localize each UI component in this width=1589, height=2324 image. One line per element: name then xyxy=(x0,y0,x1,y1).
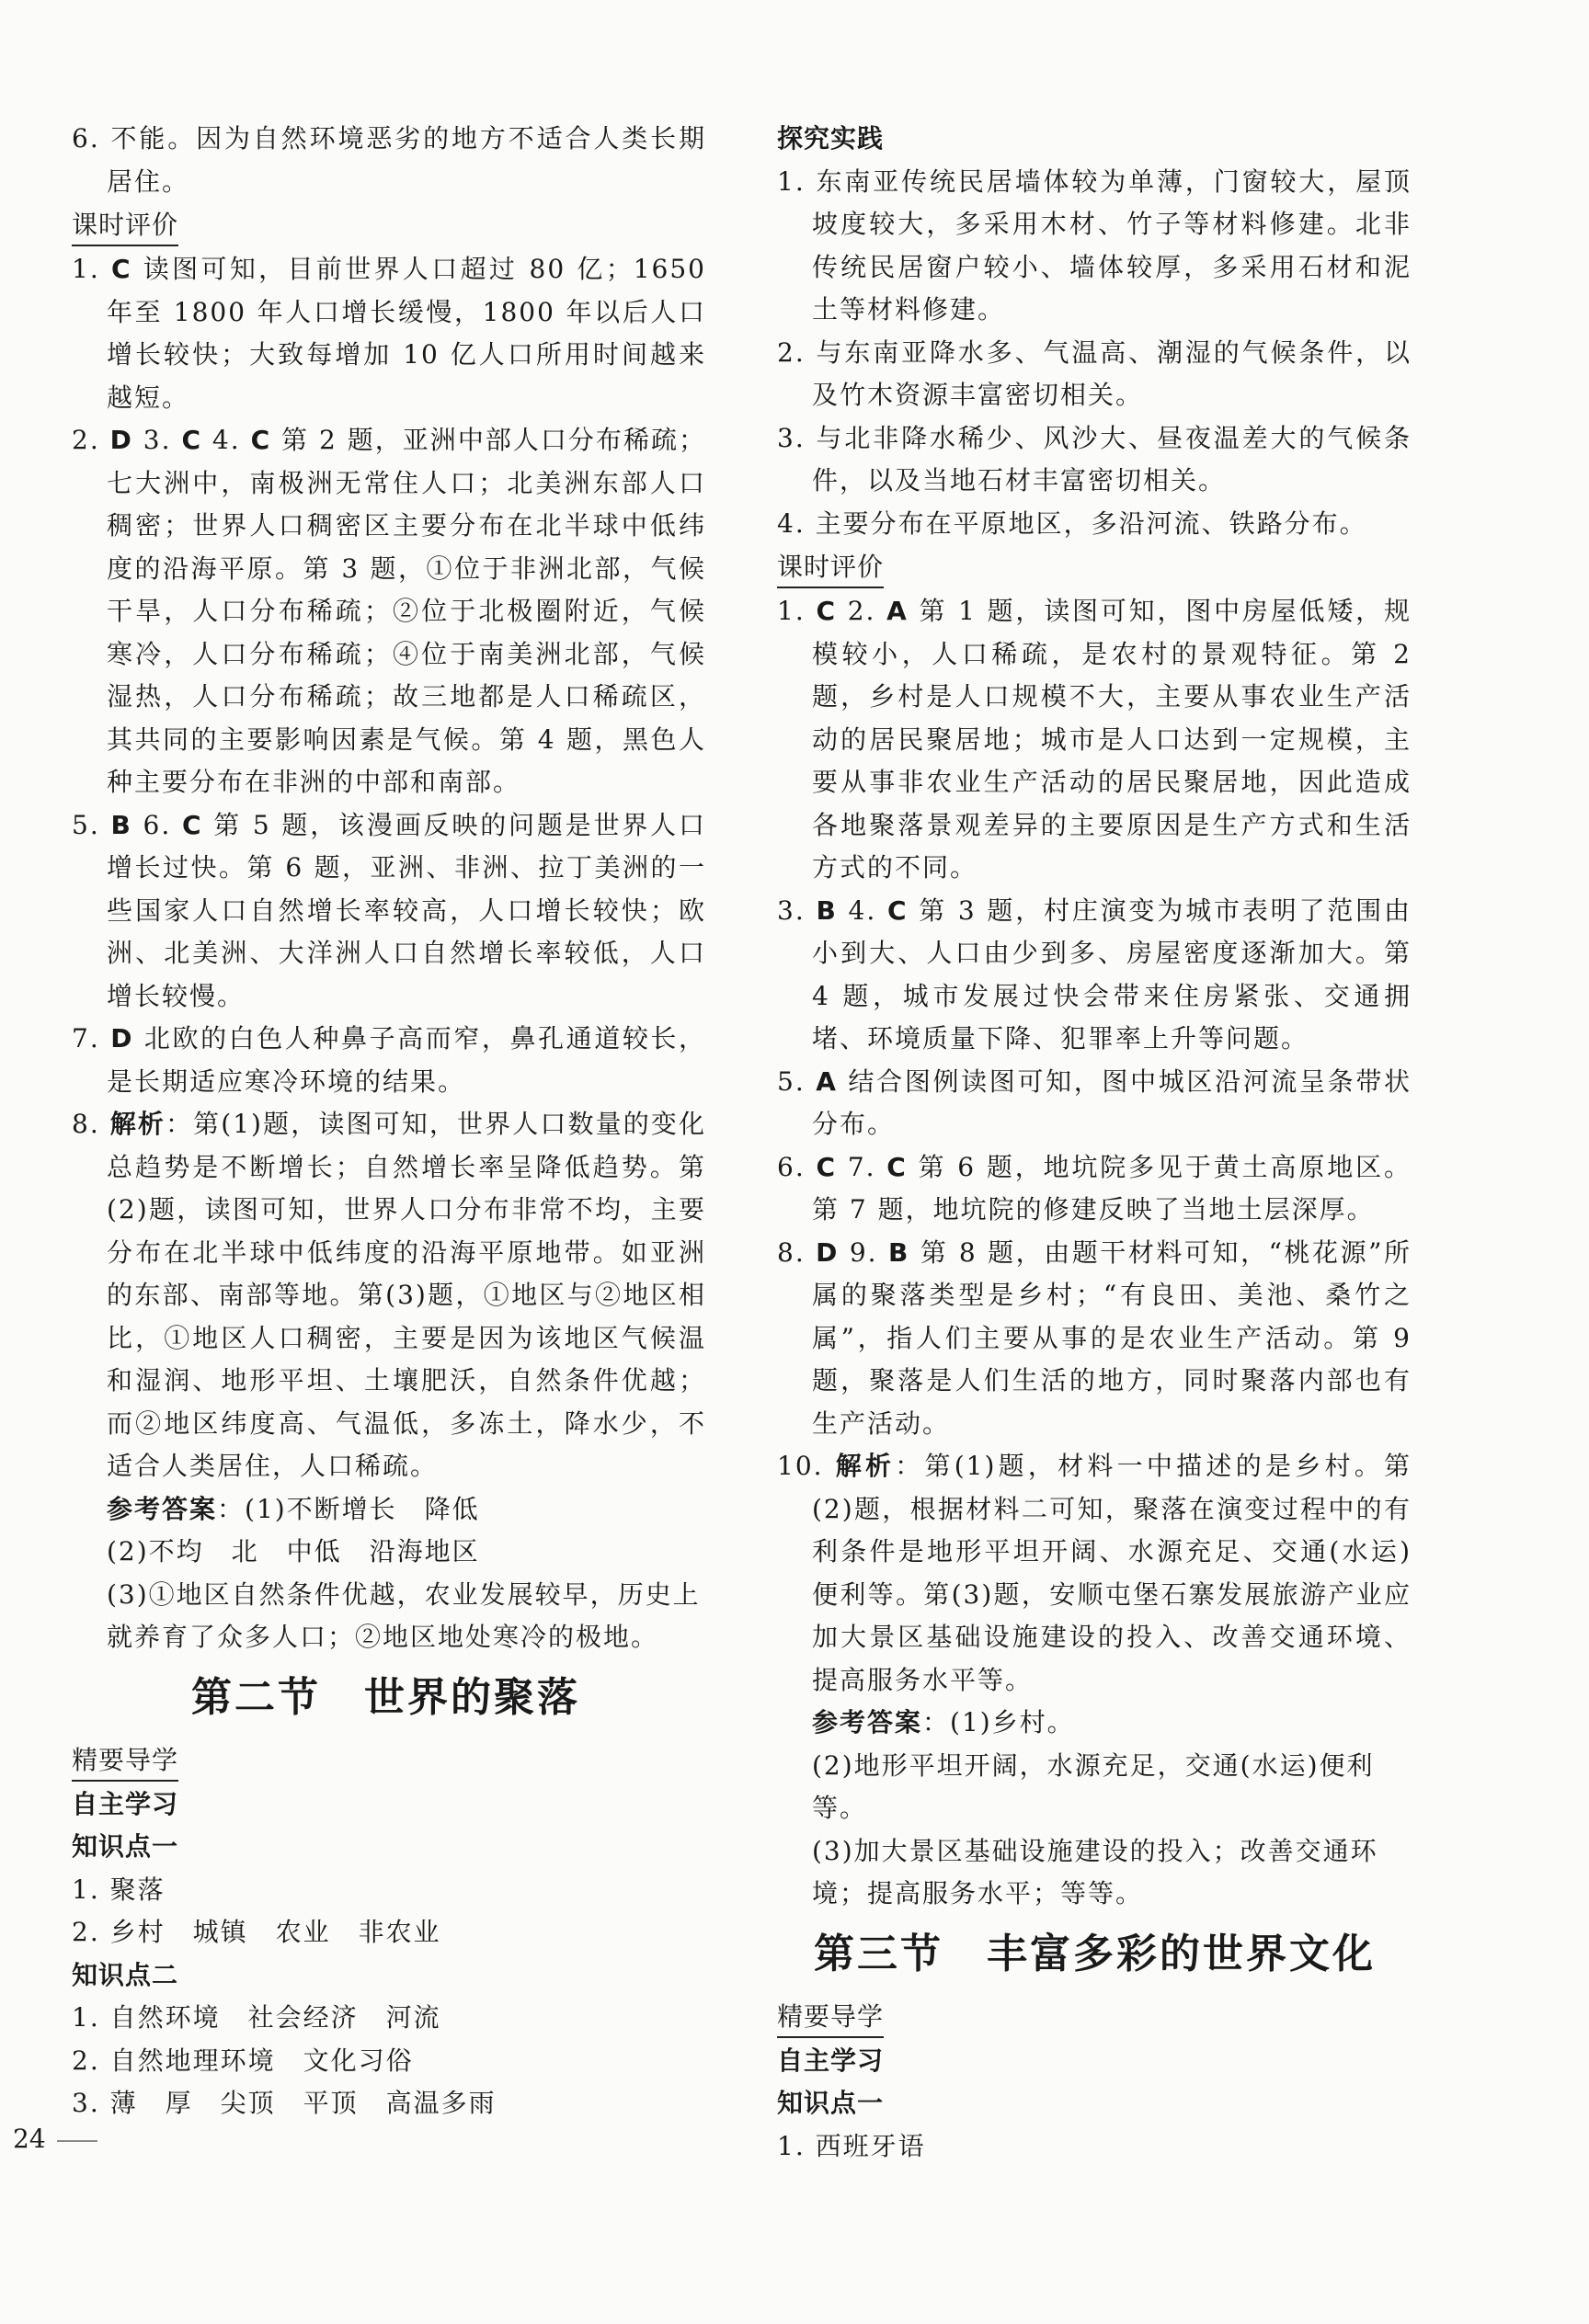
key-guide-heading: 精要导学 xyxy=(777,1999,884,2038)
answer-item-8-9 xyxy=(777,1232,1412,1446)
explore-item-2: 2. 与东南亚降水多、气温高、潮湿的气候条件，以及竹木资源丰富密切相关。 xyxy=(777,336,1412,410)
item-number: 3. xyxy=(132,425,182,455)
item-number: 1. xyxy=(777,596,817,626)
answer-explanation: ：第(1)题，读图可知，世界人口数量的变化总趋势是不断增长；自然增长率呈降低趋势。第(2)题，读图可知，世界人口分布非常不均，主要分布在北半球中低纬度的沿海平原地带。如亚洲的东部、南部等地。第(3)题，①地区与②地区相比，①地区人口稠密，主要是因为该地区气候温和湿润、地形平坦、土壤肥沃，自然条件优越；而②地区纬度高、气温低，多冻土，降水少，不适合人类居住，人口稀疏。 xyxy=(107,1109,706,1481)
answer-letter: C xyxy=(110,254,132,284)
answer-letter: A xyxy=(816,1065,838,1097)
knowledge-point-2-label: 知识点二 xyxy=(72,1959,179,1990)
item-number: 7. xyxy=(72,1023,111,1054)
right-column xyxy=(777,118,1412,2168)
knowledge-item: 2. 乡村 城镇 农业 非农业 xyxy=(72,1917,441,1947)
answer-item-2-4 xyxy=(72,419,706,804)
page-number: 24 xyxy=(13,2124,46,2154)
answer-item-1 xyxy=(72,248,706,419)
item-number: 2. xyxy=(837,596,887,626)
item-number: 9. xyxy=(839,1236,889,1268)
item-number: 5. xyxy=(777,1065,817,1097)
lesson-evaluation-heading: 课时评价 xyxy=(72,207,178,246)
item-number: 4. xyxy=(837,894,887,926)
answer-item-6-7 xyxy=(777,1146,1412,1232)
answer-item-10 xyxy=(777,1445,1412,1702)
reference-answer-3: (3)①地区自然条件优越，农业发展较早，历史上就养育了众多人口；②地区地处寒冷的极地。 xyxy=(107,1578,701,1652)
section-title: 第三节 丰富多彩的世界文化 xyxy=(814,1930,1376,1977)
answer-item-7 xyxy=(72,1018,706,1103)
answer-item-8 xyxy=(72,1103,706,1488)
answer-letter: B xyxy=(110,809,132,840)
lesson-evaluation-heading: 课时评价 xyxy=(777,549,884,588)
reference-answer-3: (3)加大景区基础设施建设的投入；改善交通环境；提高服务水平；等等。 xyxy=(812,1835,1378,1908)
reference-answer-2: (2)地形平坦开阔，水源充足，交通(水运)便利等。 xyxy=(812,1749,1375,1823)
knowledge-item: 2. 自然地理环境 文化习俗 xyxy=(72,2045,414,2076)
answer-explanation: 北欧的白色人种鼻子高而窄，鼻孔通道较长，是长期适应寒冷环境的结果。 xyxy=(107,1023,706,1097)
reference-answer-label: 参考答案 xyxy=(812,1707,923,1737)
answer-letter: B xyxy=(816,894,838,926)
answer-item-3-4 xyxy=(777,890,1412,1061)
answer-explanation: ：第(1)题，材料一中描述的是乡村。第(2)题，根据材料二可知，聚落在演变过程中的有利条件是地形平坦开阔、水源充足、交通(水运)便利等。第(3)题，安顺屯堡石寨发展旅游产业应加大景区基础设施建设的投入、改善交通环境、提高服务水平等。 xyxy=(812,1451,1412,1695)
reference-answer-text: ：(1)乡村。 xyxy=(922,1707,1075,1737)
item-number: 3. xyxy=(777,894,817,926)
reference-answer-text: ：(1)不断增长 降低 xyxy=(217,1493,480,1524)
item-number: 8. xyxy=(777,1236,817,1268)
answer-letter: C xyxy=(181,809,203,840)
answer-letter: C xyxy=(816,596,837,626)
answer-item-6: 6. 不能。因为自然环境恶劣的地方不适合人类长期居住。 xyxy=(72,123,706,197)
explore-item-1: 1. 东南亚传统民居墙体较为单薄，门窗较大，屋顶坡度较大，多采用木材、竹子等材料修建。北非传统民居窗户较小、墙体较厚，多采用石材和泥土等材料修建。 xyxy=(777,165,1412,325)
item-number: 8. xyxy=(72,1109,110,1139)
answer-explanation: 第 5 题，该漫画反映的问题是世界人口增长过快。第 6 题，亚洲、非洲、拉丁美洲的一些国家人口自然增长率较高，人口增长较快；欧洲、北美洲、大洋洲人口自然增长率较低，人口增长较慢。 xyxy=(107,809,706,1011)
section-title: 第二节 世界的聚落 xyxy=(191,1673,580,1721)
answer-letter: C xyxy=(181,425,203,455)
item-number: 1. xyxy=(72,254,111,284)
answer-item-1-2 xyxy=(777,590,1412,890)
knowledge-item: 3. 薄 厚 尖顶 平顶 高温多雨 xyxy=(72,2088,497,2118)
answer-letter: D xyxy=(109,425,133,455)
knowledge-item: 1. 西班牙语 xyxy=(777,2130,926,2161)
answer-explanation: 第 6 题，地坑院多见于黄土高原地区。第 7 题，地坑院的修建反映了当地土层深厚。 xyxy=(812,1151,1412,1225)
answer-letter: B xyxy=(888,1236,910,1268)
key-guide-heading: 精要导学 xyxy=(72,1742,178,1782)
answer-explanation: 第 8 题，由题干材料可知，“桃花源”所属的聚落类型是乡村；“有良田、美池、桑竹之属”，指人们主要从事的是农业生产活动。第 9 题，聚落是人们生活的地方，同时聚落内部也有生产活动。 xyxy=(812,1236,1412,1439)
explore-practice-label: 探究实践 xyxy=(777,123,885,154)
knowledge-item: 1. 自然环境 社会经济 河流 xyxy=(72,2002,441,2033)
item-number: 7. xyxy=(837,1151,887,1182)
analysis-label: 解析 xyxy=(835,1451,896,1481)
explore-item-3: 3. 与北非降水稀少、风沙大、昼夜温差大的气候条件，以及当地石材丰富密切相关。 xyxy=(777,422,1412,496)
self-study-label: 自主学习 xyxy=(72,1788,179,1819)
self-study-label: 自主学习 xyxy=(777,2045,885,2076)
knowledge-point-1-label: 知识点一 xyxy=(72,1831,179,1862)
reference-answer-label: 参考答案 xyxy=(107,1493,218,1524)
knowledge-point-1-label: 知识点一 xyxy=(777,2088,885,2118)
answer-letter: C xyxy=(816,1151,838,1182)
answer-item-5 xyxy=(777,1061,1412,1146)
reference-answer-1 xyxy=(777,1702,1412,1745)
answer-explanation: 结合图例读图可知，图中城区沿河流呈条带状分布。 xyxy=(812,1065,1412,1139)
item-number: 6. xyxy=(777,1151,817,1182)
answer-letter: C xyxy=(886,894,909,926)
answer-explanation: 第 3 题，村庄演变为城市表明了范围由小到大、人口由少到多、房屋密度逐渐加大。第 4 题，城市发展过快会带来住房紧张、交通拥堵、环境质量下降、犯罪率上升等问题。 xyxy=(812,894,1412,1054)
answer-letter: C xyxy=(886,1151,908,1182)
left-column xyxy=(72,118,706,2125)
answer-item-5-6 xyxy=(72,804,706,1019)
item-number: 6. xyxy=(131,809,182,840)
reference-answer-2: (2)不均 北 中低 沿海地区 xyxy=(107,1536,480,1566)
answer-explanation: 读图可知，目前世界人口超过 80 亿；1650 年至 1800 年人口增长缓慢，1800 年以后人口增长较快；大致每增加 10 亿人口所用时间越来越短。 xyxy=(107,254,706,413)
footer-rule xyxy=(57,2140,97,2142)
answer-letter: D xyxy=(816,1236,840,1268)
item-number: 2. xyxy=(72,425,110,455)
item-number: 4. xyxy=(202,425,251,455)
reference-answer-1 xyxy=(72,1488,706,1532)
analysis-label: 解析 xyxy=(109,1109,166,1139)
answer-letter: D xyxy=(110,1023,134,1054)
answer-explanation: 第 1 题，读图可知，图中房屋低矮，规模较小，人口稀疏，是农村的景观特征。第 2 题，乡村是人口规模不大，主要从事农业生产活动的居民聚居地；城市是人口达到一定规模，主要从事非农业生产活动的居民聚居地，因此造成各地聚落景观差异的主要原因是生产方式和生活方式的不同。 xyxy=(812,596,1412,883)
answer-letter: C xyxy=(250,425,272,455)
explore-item-4: 4. 主要分布在平原地区，多沿河流、铁路分布。 xyxy=(777,507,1367,539)
answer-letter: A xyxy=(886,596,909,626)
knowledge-item: 1. 聚落 xyxy=(72,1874,166,1905)
answer-explanation: 第 2 题，亚洲中部人口分布稀疏；七大洲中，南极洲无常住人口；北美洲东部人口稠密；世界人口稠密区主要分布在北半球中低纬度的沿海平原。第 3 题，①位于非洲北部，气候干旱，人口分布稀疏；②位于北极圈附近，气候寒冷，人口分布稀疏；④位于南美洲北部，气候湿热，人口分布稀疏；故三地都是人口稀疏区，其共同的主要影响因素是气候。第 4 题，黑色人种主要分布在非洲的中部和南部。 xyxy=(107,425,706,797)
item-number: 10. xyxy=(777,1451,836,1481)
page-footer xyxy=(13,2124,97,2154)
item-number: 5. xyxy=(72,809,111,840)
